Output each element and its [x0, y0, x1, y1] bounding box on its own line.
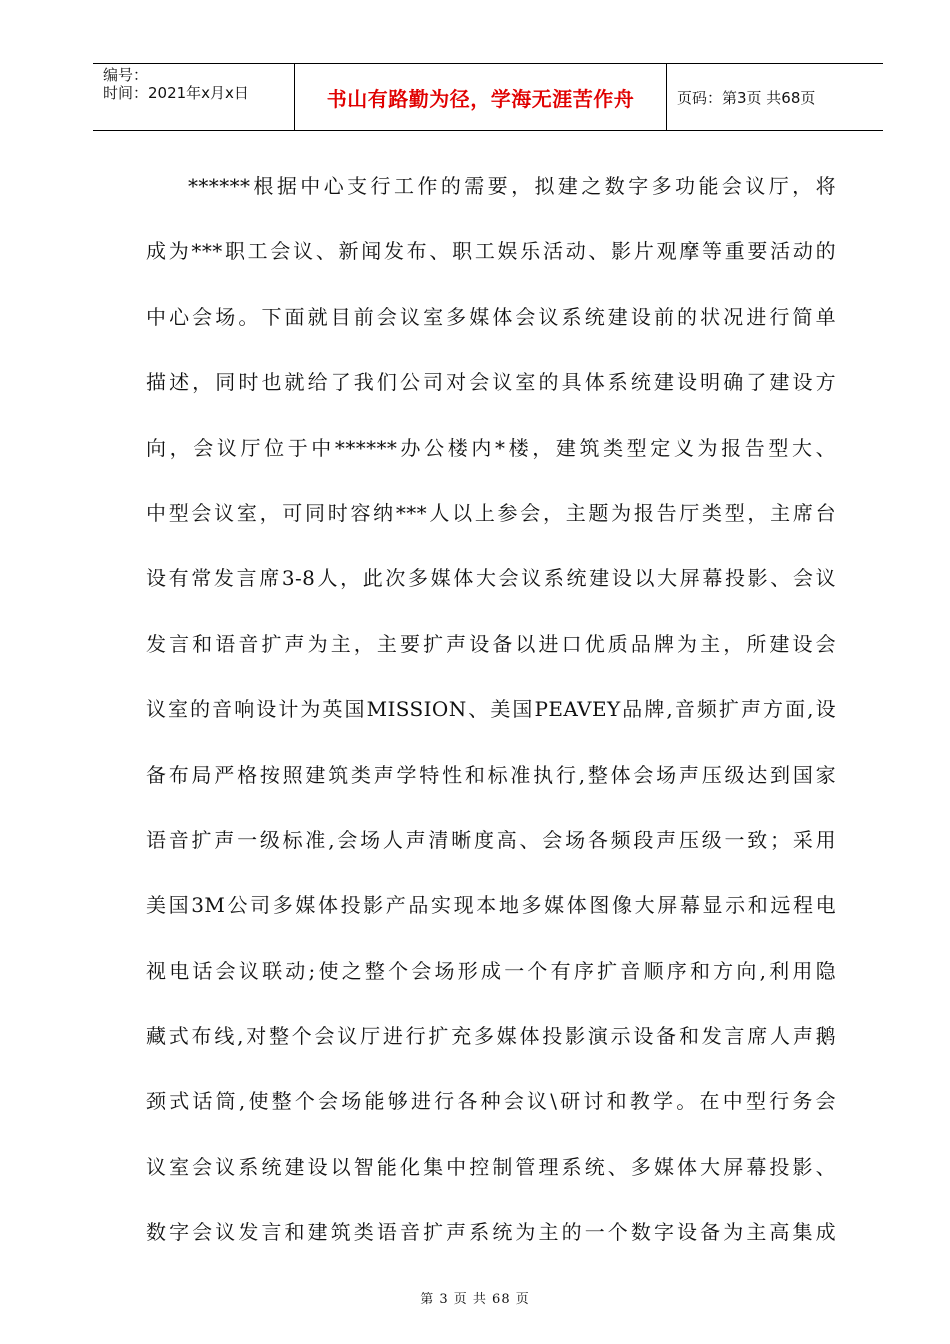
body-line: 中型会议室，可同时容纳***人以上参会，主题为报告厅类型，主席台 — [146, 500, 836, 525]
page-footer — [0, 1288, 950, 1307]
document-body — [146, 166, 836, 1278]
document-number-label: 编号： — [103, 66, 149, 84]
body-line: 设有常发言席3-8人，此次多媒体大会议系统建设以大屏幕投影、会议 — [146, 566, 836, 591]
body-line: ******根据中心支行工作的需要，拟建之数字多功能会议厅，将 — [188, 174, 836, 198]
header-page-number — [667, 64, 883, 130]
body-line: 成为***职工会议、新闻发布、职工娱乐活动、影片观摩等重要活动的 — [146, 239, 836, 264]
header-meta — [93, 64, 295, 130]
body-line: 向，会议厅位于中******办公楼内*楼，建筑类型定义为报告型大、 — [146, 435, 836, 460]
body-line: 数字会议发言和建筑类语音扩声系统为主的一个数字设备为主高集成 — [146, 1220, 836, 1245]
body-line: 藏式布线,对整个会议厅进行扩充多媒体投影演示设备和发言席人声鹅 — [146, 1024, 836, 1049]
body-line: 发言和语音扩声为主，主要扩声设备以进口优质品牌为主，所建设会 — [146, 631, 836, 656]
body-line: 颈式话筒,使整个会场能够进行各种会议\研讨和教学。在中型行务会 — [146, 1089, 836, 1114]
body-line: 描述，同时也就给了我们公司对会议室的具体系统建设明确了建设方 — [146, 370, 836, 395]
page-header — [93, 63, 883, 131]
body-line: 美国3M公司多媒体投影产品实现本地多媒体图像大屏幕显示和远程电 — [146, 893, 836, 918]
header-motto — [295, 64, 667, 130]
body-line: 视电话会议联动;使之整个会场形成一个有序扩音顺序和方向,利用隐 — [146, 958, 836, 983]
footer-page-number: 第 3 页 共 68 页 — [420, 1292, 530, 1307]
page-number-label: 页码：第3页 共68页 — [677, 88, 816, 107]
body-line: 备布局严格按照建筑类声学特性和标准执行,整体会场声压级达到国家 — [146, 762, 836, 787]
body-line: 中心会场。下面就目前会议室多媒体会议系统建设前的状况进行简单 — [146, 304, 836, 329]
document-date-label: 时间：2021年x月x日 — [103, 84, 249, 102]
body-line: 语音扩声一级标准,会场人声清晰度高、会场各频段声压级一致；采用 — [146, 827, 836, 852]
body-line: 议室会议系统建设以智能化集中控制管理系统、多媒体大屏幕投影、 — [146, 1154, 836, 1179]
motto-text: 书山有路勤为径，学海无涯苦作舟 — [326, 86, 635, 111]
body-line: 议室的音响设计为英国MISSION、美国PEAVEY品牌,音频扩声方面,设 — [146, 697, 836, 722]
